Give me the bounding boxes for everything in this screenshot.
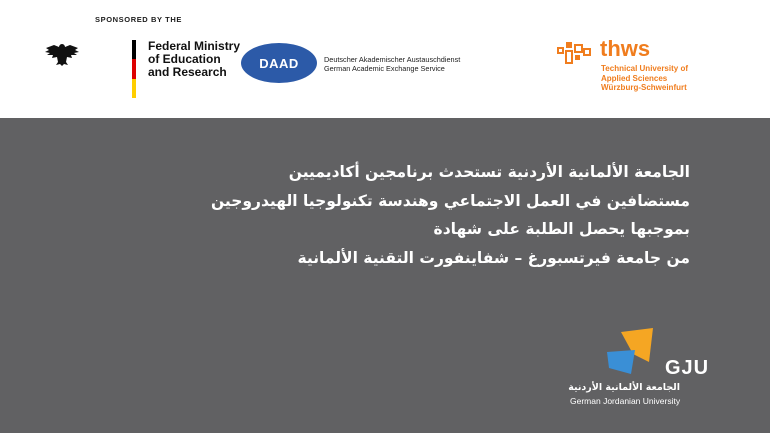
thws-name — [601, 64, 688, 93]
bmbf-line: of Education — [148, 52, 221, 66]
sponsored-label: SPONSORED BY THE — [95, 15, 182, 24]
headline-line: الجامعة الألمانية الأردنية تستحدث برنامجين أكاديميين — [288, 163, 690, 181]
gju-wordmark: GJU — [665, 357, 710, 379]
headline-line: بموجبها يحصل الطلبة على شهادة — [433, 220, 690, 238]
daad-line: German Academic Exchange Service — [324, 64, 445, 73]
daad-logo: DAAD — [241, 43, 317, 83]
bmbf-line: Federal Ministry — [148, 39, 241, 53]
german-flag-bar — [132, 40, 136, 98]
thws-logo-icon — [556, 40, 594, 68]
bmbf-logo — [44, 39, 241, 102]
announcement-panel — [0, 118, 770, 433]
thws-line: Applied Sciences — [601, 73, 668, 83]
gju-arabic-name: الجامعة الألمانية الأردنية — [568, 382, 680, 393]
thws-line: Würzburg-Schweinfurt — [601, 83, 687, 92]
bmbf-name — [148, 40, 240, 79]
sponsor-header — [0, 0, 770, 118]
headline — [211, 158, 690, 272]
bmbf-line: and Research — [148, 65, 227, 79]
thws-wordmark: thws — [600, 36, 651, 61]
gju-logo-icon — [603, 328, 663, 376]
headline-line: مستضافين في العمل الاجتماعي وهندسة تكنولوجيا الهيدروجين — [210, 191, 690, 210]
daad-line: Deutscher Akademischer Austauschdienst — [324, 55, 461, 64]
gju-english-name: German Jordanian University — [570, 396, 681, 406]
daad-name — [324, 55, 460, 73]
federal-eagle-icon — [44, 42, 80, 66]
thws-line: Technical University of — [601, 64, 688, 73]
headline-line: من جامعة فيرتسبورغ – شفاينفورت التقنية الألمانية — [297, 248, 690, 267]
